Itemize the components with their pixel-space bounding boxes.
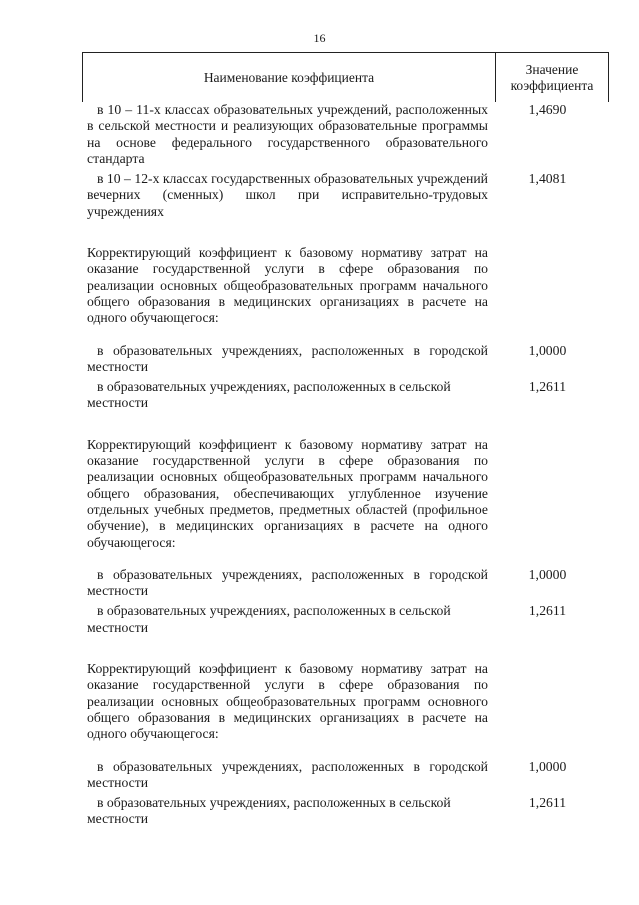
table-row [87,759,607,792]
row-text: в образовательных учреждениях, расположенных в городской местности [87,566,488,599]
row-text: в 10 – 11-х классах образовательных учреждений, расположенных в сельской местности и реализующих образовательные программы на основе федерального государственного образовательного стандарта [87,102,488,166]
row-value: 1,4081 [528,171,567,187]
row-value [488,661,607,742]
row-value: 1,0000 [528,566,567,582]
section-heading: Корректирующий коэффициент к базовому нормативу затрат на оказание государственной услуги в сфере образования по реализации основных общеобразовательных программ основного общего образования в медицинских организациях в расчете на одного обучающегося: [87,661,488,742]
row-text: в образовательных учреждениях, расположенных в городской местности [87,758,488,790]
table-row [87,171,607,220]
table-header [82,52,609,102]
table-row [87,567,607,600]
row-value [488,245,607,326]
row-value: 1,2611 [528,603,567,619]
row-text: в образовательных учреждениях, расположенных в сельской местности [87,603,451,635]
row-value [488,437,607,551]
row-text: в образовательных учреждениях, расположенных в сельской местности [87,379,451,411]
row-value: 1,2611 [528,795,567,811]
table-row [87,795,607,828]
table-body [87,102,607,828]
row-text: в 10 – 12-х классах государственных образовательных учреждений вечерних (сменных) школ при исправительно-трудовых учреждениях [87,171,488,219]
table-row [87,343,607,376]
section-heading-row [87,245,607,326]
header-value-column: Значение коэффициента [510,61,594,93]
row-value: 1,0000 [528,342,567,358]
header-name-column: Наименование коэффициента [83,53,496,102]
table-row [87,603,607,636]
row-text: в образовательных учреждениях, расположенных в городской местности [87,342,488,374]
row-value: 1,4690 [528,102,567,117]
row-text: в образовательных учреждениях, расположенных в сельской местности [87,795,451,827]
section-heading-row [87,661,607,742]
section-heading: Корректирующий коэффициент к базовому нормативу затрат на оказание государственной услуги в сфере образования по реализации основных общеобразовательных программ начального общего образования, обеспечивающих углубленное изучение отдельных учебных предметов, предметных областей (профильное обучение), в медицинских организациях в расчете на одного обучающегося: [87,436,488,550]
table-row [87,379,607,412]
page-number: 16 [313,31,326,45]
section-heading: Корректирующий коэффициент к базовому нормативу затрат на оказание государственной услуги в сфере образования по реализации основных общеобразовательных программ начального общего образования в медицинских организациях в расчете на одного обучающегося: [87,245,488,326]
row-value: 1,2611 [528,379,567,395]
section-heading-row [87,437,607,551]
table-row [87,102,607,167]
row-value: 1,0000 [528,758,567,774]
